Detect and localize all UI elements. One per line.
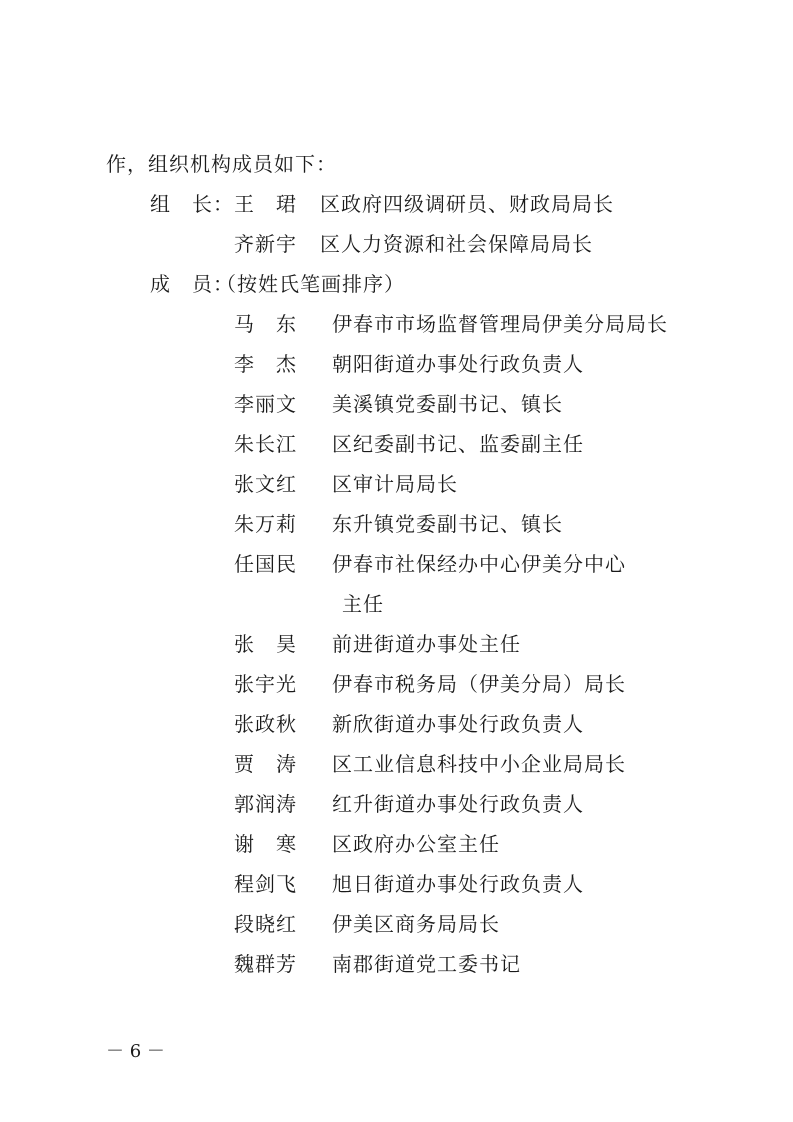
member-duty: 东升镇党委副书记、镇长 (332, 512, 563, 536)
member-name: 张 昊 (234, 632, 297, 656)
member-label: 成 员： (150, 272, 234, 296)
member-name: 魏群芳 (234, 952, 297, 976)
member-duty: 区审计局局长 (332, 472, 458, 496)
intro-text: 作，组织机构成员如下： (106, 152, 337, 176)
leader-name: 齐新宇 (234, 232, 297, 256)
page-number: － 6 － (106, 1041, 165, 1062)
member-name: 张宇光 (234, 672, 297, 696)
member-duty-continued: 主任 (342, 592, 384, 616)
member-name: 张政秋 (234, 712, 297, 736)
member-name: 李丽文 (234, 392, 297, 416)
member-duty: 伊春市税务局（伊美分局）局长 (332, 672, 626, 696)
member-duty: 伊美区商务局局长 (332, 912, 500, 936)
member-duty: 朝阳街道办事处行政负责人 (332, 352, 584, 376)
member-duty: 旭日街道办事处行政负责人 (332, 872, 584, 896)
member-name: 李 杰 (234, 352, 297, 376)
leader-duty: 区人力资源和社会保障局局长 (320, 232, 593, 256)
member-name: 任国民 (234, 552, 297, 576)
member-duty: 南郡街道党工委书记 (332, 952, 521, 976)
member-name: 程剑飞 (234, 872, 297, 896)
member-duty: 伊春市市场监督管理局伊美分局局长 (332, 312, 668, 336)
member-sort-note: （按姓氏笔画排序） (216, 272, 405, 296)
member-duty: 新欣街道办事处行政负责人 (332, 712, 584, 736)
member-duty: 区工业信息科技中小企业局局长 (332, 752, 626, 776)
member-name: 郭润涛 (234, 792, 297, 816)
member-name: 马 东 (234, 312, 297, 336)
member-duty: 区政府办公室主任 (332, 832, 500, 856)
member-duty: 区纪委副书记、监委副主任 (332, 432, 584, 456)
member-name: 段晓红 (234, 912, 297, 936)
member-duty: 前进街道办事处主任 (332, 632, 521, 656)
member-duty: 伊春市社保经办中心伊美分中心 (332, 552, 626, 576)
leader-label: 组 长： (150, 192, 234, 216)
member-name: 朱万莉 (234, 512, 297, 536)
member-name: 张文红 (234, 472, 297, 496)
leader-name: 王 珺 (234, 192, 297, 216)
member-name: 谢 寒 (234, 832, 297, 856)
member-duty: 红升街道办事处行政负责人 (332, 792, 584, 816)
member-duty: 美溪镇党委副书记、镇长 (332, 392, 563, 416)
member-name: 贾 涛 (234, 752, 297, 776)
member-name: 朱长江 (234, 432, 297, 456)
leader-duty: 区政府四级调研员、财政局局长 (320, 192, 614, 216)
